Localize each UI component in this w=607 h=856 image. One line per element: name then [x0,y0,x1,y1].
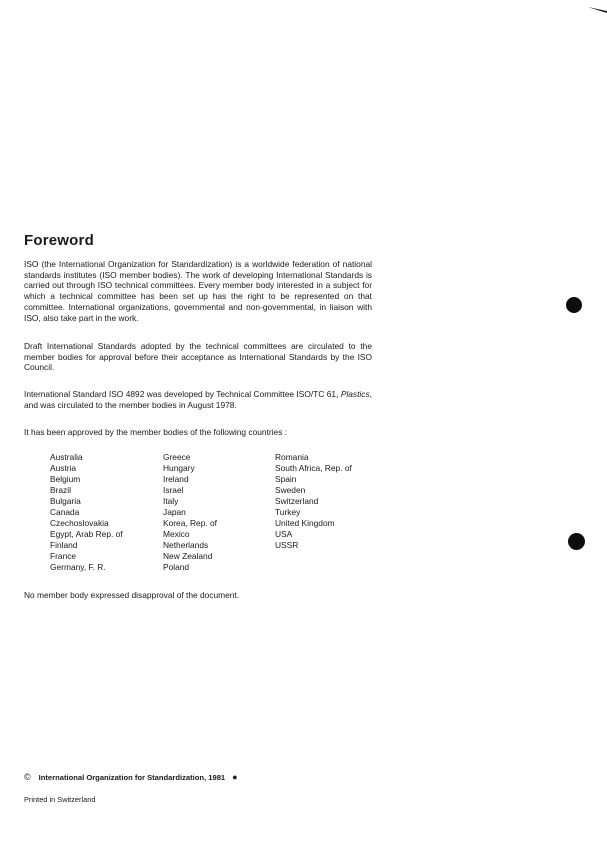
country-item: Romania [275,452,309,462]
country-item: Brazil [50,485,71,495]
punch-hole-bottom [568,533,585,550]
country-item: New Zealand [163,551,213,561]
corner-scan-mark [588,0,607,6]
country-item: France [50,551,77,561]
bullet-icon: ● [232,772,238,782]
country-item: Finland [50,540,78,550]
country-item: Canada [50,507,80,517]
paragraph-iso-intro: ISO (the International Organization for Standardization) is a worldwide federation of national standards institutes (ISO member bodies). The work of developing International Standards is carried out through ISO technical committees. Every member body interested in a subject for which a technical committee has been set up has the right to be represented on that committee. International organizations, governmental and non-governmental, in liaison with ISO, also take part in the work. [24,259,372,323]
paragraph-standard-info [24,389,372,410]
country-item: Mexico [163,529,190,539]
country-column-3 [275,452,395,573]
disapproval-note: No member body expressed disapproval of the document. [24,590,240,600]
printed-location: Printed in Switzerland [24,795,96,804]
approval-intro: It has been approved by the member bodies of the following countries : [24,427,288,437]
country-item: Italy [163,496,179,506]
country-item: Egypt, Arab Rep. of [50,529,123,539]
page-title: Foreword [24,232,94,249]
country-column-1 [50,452,163,573]
country-item: Bulgaria [50,496,81,506]
country-list [50,452,395,573]
country-item: USA [275,529,293,539]
country-item: USSR [275,540,299,550]
country-item: Austria [50,463,77,473]
country-item: Netherlands [163,540,209,550]
punch-hole-top [566,297,582,313]
country-item: Spain [275,474,297,484]
country-item: Turkey [275,507,301,517]
country-item: Korea, Rep. of [163,518,218,528]
country-item: Greece [163,452,191,462]
country-item: Ireland [163,474,189,484]
country-item: Israel [163,485,184,495]
country-item: Switzerland [275,496,319,506]
country-item: Australia [50,452,83,462]
country-column-2 [163,452,275,573]
copyright-icon: © [24,772,31,782]
country-item: South Africa, Rep. of [275,463,352,473]
standard-info-text: International Standard ISO 4892 was developed by Technical Committee ISO/TC 61, [24,389,341,399]
standard-info-text-end: , and was circulated to the member bodies in August 1978. [24,389,372,410]
country-item: Sweden [275,485,306,495]
country-item: Hungary [163,463,195,473]
country-item: Japan [163,507,186,517]
paragraph-draft-standards: Draft International Standards adopted by the technical committees are circulated to the member bodies for approval before their acceptance as International Standards by the ISO Council. [24,341,372,373]
country-item: United Kingdom [275,518,335,528]
country-item: Poland [163,562,190,572]
committee-name: Plastics [340,389,370,399]
copyright-text: International Organization for Standardization, 1981 [38,772,226,782]
country-item: Belgium [50,474,81,484]
country-item: Czechoslovakia [50,518,109,528]
country-item: Germany, F. R. [50,562,106,572]
copyright-line [24,772,238,782]
